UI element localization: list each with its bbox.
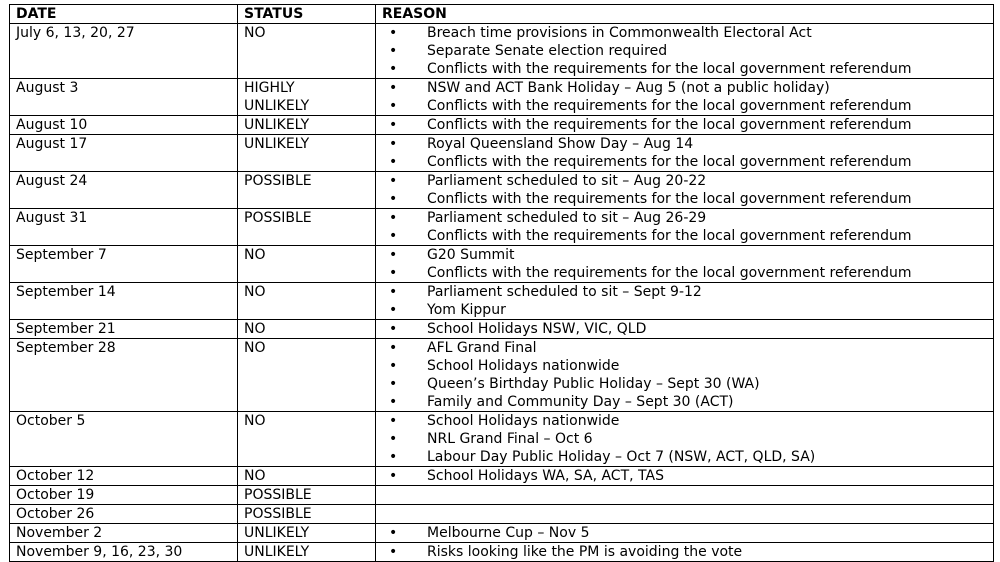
- date-cell: October 19: [10, 486, 238, 505]
- table-row: [10, 339, 994, 412]
- status-cell: UNLIKELY: [238, 116, 376, 135]
- status-cell: NO: [238, 246, 376, 283]
- date-cell: August 24: [10, 172, 238, 209]
- reason-item: • Separate Senate election required: [382, 42, 987, 60]
- table-row: [10, 412, 994, 467]
- date-cell: September 21: [10, 320, 238, 339]
- reason-item: • Queen’s Birthday Public Holiday – Sept 30 (WA): [382, 375, 987, 393]
- date-cell: September 7: [10, 246, 238, 283]
- reason-cell: [376, 209, 994, 246]
- status-cell: NO: [238, 467, 376, 486]
- reason-item: • AFL Grand Final: [382, 339, 987, 357]
- reason-item: • NSW and ACT Bank Holiday – Aug 5 (not a public holiday): [382, 79, 987, 97]
- reason-item: • Parliament scheduled to sit – Aug 26-29: [382, 209, 987, 227]
- reason-item: • Conflicts with the requirements for the local government referendum: [382, 60, 987, 78]
- reason-item: • Conflicts with the requirements for the local government referendum: [382, 97, 987, 115]
- status-cell: UNLIKELY: [238, 135, 376, 172]
- reason-cell: [376, 116, 994, 135]
- reason-item: • G20 Summit: [382, 246, 987, 264]
- table-row: [10, 283, 994, 320]
- reason-list: [382, 24, 987, 78]
- date-cell: August 17: [10, 135, 238, 172]
- status-cell: NO: [238, 412, 376, 467]
- table-row: [10, 135, 994, 172]
- table-row: [10, 524, 994, 543]
- reason-list: [382, 524, 987, 542]
- table-row: [10, 172, 994, 209]
- date-cell: November 9, 16, 23, 30: [10, 543, 238, 562]
- election-dates-table-container: [9, 4, 993, 562]
- reason-list: [382, 172, 987, 208]
- reason-cell: [376, 543, 994, 562]
- reason-item: • Labour Day Public Holiday – Oct 7 (NSW, ACT, QLD, SA): [382, 448, 987, 466]
- table-row: [10, 505, 994, 524]
- table-row: [10, 116, 994, 135]
- reason-item: • Conflicts with the requirements for the local government referendum: [382, 227, 987, 245]
- status-cell: NO: [238, 24, 376, 79]
- reason-cell: [376, 320, 994, 339]
- date-cell: August 3: [10, 79, 238, 116]
- reason-list: [382, 339, 987, 411]
- election-dates-table: [9, 4, 994, 562]
- reason-cell: [376, 467, 994, 486]
- reason-item: • Melbourne Cup – Nov 5: [382, 524, 987, 542]
- reason-cell: [376, 24, 994, 79]
- status-cell: NO: [238, 320, 376, 339]
- date-cell: November 2: [10, 524, 238, 543]
- table-row: [10, 543, 994, 562]
- reason-cell: [376, 79, 994, 116]
- date-column-header: DATE: [10, 5, 238, 24]
- reason-list: [382, 135, 987, 171]
- table-body: [10, 24, 994, 562]
- table-row: [10, 320, 994, 339]
- reason-item: • Parliament scheduled to sit – Sept 9-12: [382, 283, 987, 301]
- reason-cell: [376, 505, 994, 524]
- date-cell: August 10: [10, 116, 238, 135]
- status-cell: POSSIBLE: [238, 172, 376, 209]
- reason-list: [382, 209, 987, 245]
- reason-item: • School Holidays NSW, VIC, QLD: [382, 320, 987, 338]
- status-cell: UNLIKELY: [238, 524, 376, 543]
- reason-item: • Conflicts with the requirements for the local government referendum: [382, 264, 987, 282]
- table-row: [10, 246, 994, 283]
- reason-item: • Royal Queensland Show Day – Aug 14: [382, 135, 987, 153]
- header-row: [10, 5, 994, 24]
- reason-list: [382, 79, 987, 115]
- reason-item: • School Holidays nationwide: [382, 357, 987, 375]
- reason-cell: [376, 135, 994, 172]
- status-cell: POSSIBLE: [238, 505, 376, 524]
- date-cell: September 28: [10, 339, 238, 412]
- reason-list: [382, 320, 987, 338]
- reason-cell: [376, 412, 994, 467]
- reason-item: • Conflicts with the requirements for the local government referendum: [382, 153, 987, 171]
- reason-item: • Family and Community Day – Sept 30 (ACT): [382, 393, 987, 411]
- reason-item: • Conflicts with the requirements for the local government referendum: [382, 116, 987, 134]
- status-cell: UNLIKELY: [238, 543, 376, 562]
- reason-item: • Risks looking like the PM is avoiding the vote: [382, 543, 987, 561]
- reason-cell: [376, 524, 994, 543]
- table-row: [10, 209, 994, 246]
- reason-item: • Conflicts with the requirements for the local government referendum: [382, 190, 987, 208]
- reason-column-header: REASON: [376, 5, 994, 24]
- table-row: [10, 467, 994, 486]
- status-column-header: STATUS: [238, 5, 376, 24]
- table-row: [10, 24, 994, 79]
- status-cell: NO: [238, 339, 376, 412]
- reason-item: • NRL Grand Final – Oct 6: [382, 430, 987, 448]
- date-cell: August 31: [10, 209, 238, 246]
- reason-list: [382, 283, 987, 319]
- status-cell: NO: [238, 283, 376, 320]
- date-cell: September 14: [10, 283, 238, 320]
- reason-item: • School Holidays WA, SA, ACT, TAS: [382, 467, 987, 485]
- date-cell: October 26: [10, 505, 238, 524]
- reason-item: • School Holidays nationwide: [382, 412, 987, 430]
- reason-list: [382, 412, 987, 466]
- reason-list: [382, 116, 987, 134]
- reason-list: [382, 246, 987, 282]
- date-cell: October 12: [10, 467, 238, 486]
- reason-cell: [376, 339, 994, 412]
- reason-list: [382, 543, 987, 561]
- status-cell: HIGHLY UNLIKELY: [238, 79, 376, 116]
- reason-cell: [376, 283, 994, 320]
- reason-item: • Parliament scheduled to sit – Aug 20-22: [382, 172, 987, 190]
- date-cell: July 6, 13, 20, 27: [10, 24, 238, 79]
- reason-item: • Yom Kippur: [382, 301, 987, 319]
- reason-cell: [376, 246, 994, 283]
- reason-cell: [376, 486, 994, 505]
- reason-list: [382, 467, 987, 485]
- status-cell: POSSIBLE: [238, 486, 376, 505]
- table-row: [10, 486, 994, 505]
- reason-cell: [376, 172, 994, 209]
- reason-item: • Breach time provisions in Commonwealth Electoral Act: [382, 24, 987, 42]
- table-row: [10, 79, 994, 116]
- status-cell: POSSIBLE: [238, 209, 376, 246]
- date-cell: October 5: [10, 412, 238, 467]
